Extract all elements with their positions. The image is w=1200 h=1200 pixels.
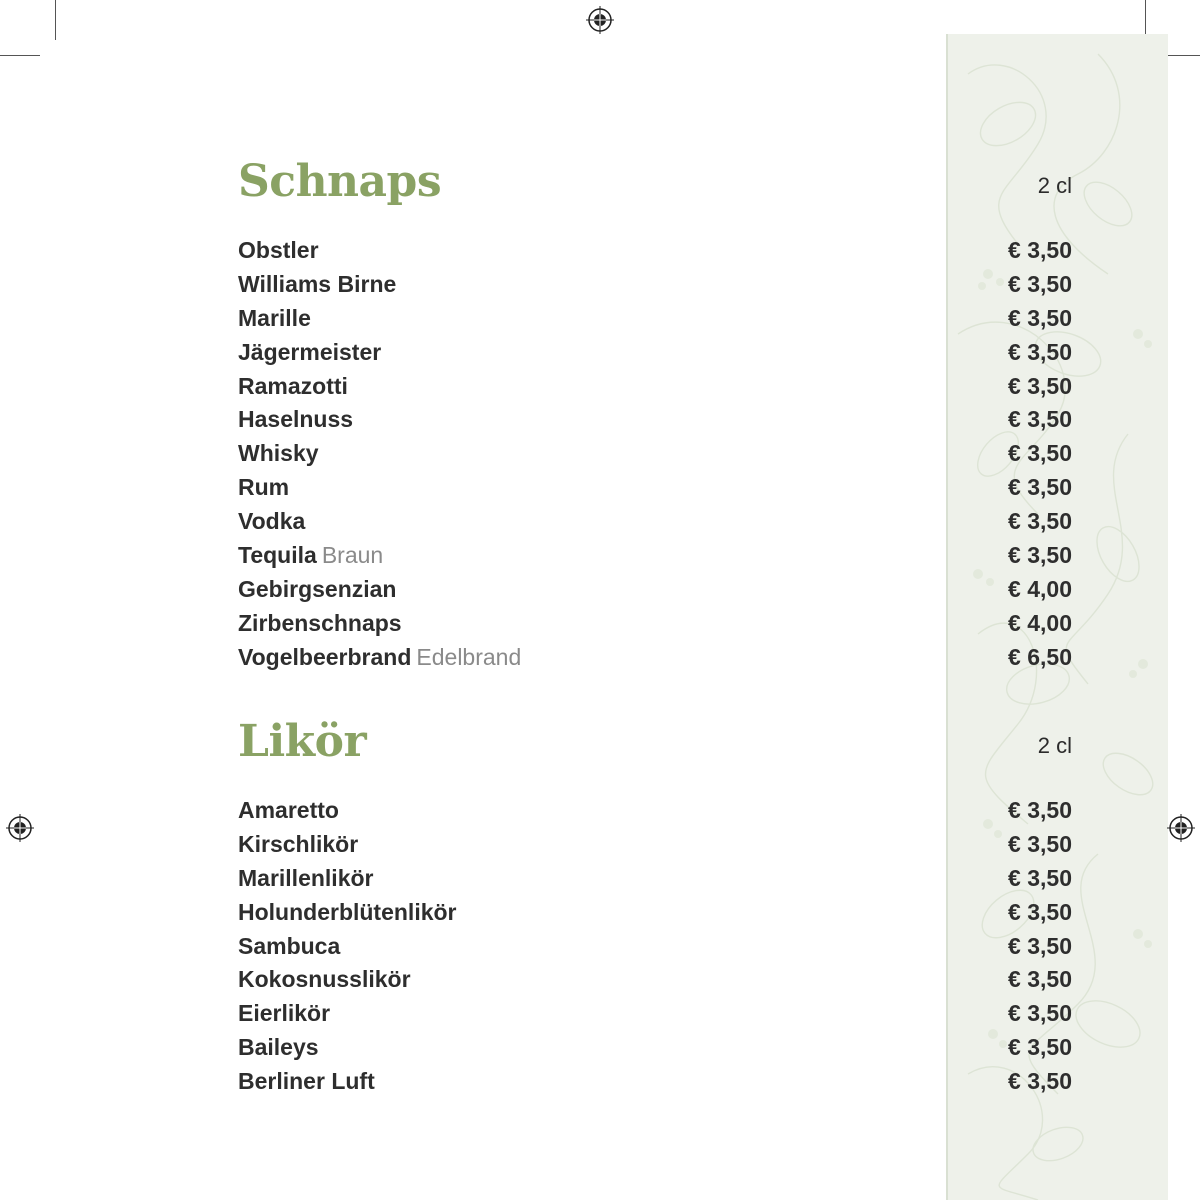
menu-item-list	[238, 234, 1072, 675]
item-name: Rum	[238, 474, 290, 501]
crop-mark-top-left-vertical	[55, 0, 56, 40]
item-name: Amaretto	[238, 797, 339, 823]
section-schnaps	[238, 157, 1072, 687]
item-price: € 3,50	[1008, 440, 1072, 467]
item-price: € 3,50	[1008, 797, 1072, 823]
menu-item	[238, 862, 1072, 896]
item-name: Haselnuss	[238, 406, 354, 433]
item-name: Jägermeister	[238, 338, 382, 365]
item-price: € 4,00	[1008, 609, 1072, 636]
item-name: Holunderblütenlikör	[238, 898, 457, 925]
menu-item	[238, 336, 1072, 370]
item-name: Obstler	[238, 237, 319, 263]
item-price: € 3,50	[1008, 304, 1072, 331]
item-price: € 4,00	[1008, 575, 1072, 602]
item-price: € 3,50	[1008, 1000, 1072, 1027]
item-price: € 3,50	[1008, 864, 1072, 891]
menu-item-list	[238, 794, 1072, 1099]
item-price: € 3,50	[1008, 237, 1072, 263]
item-name: Marille	[238, 304, 311, 331]
item-name: Kokosnusslikör	[238, 966, 411, 993]
item-note: Edelbrand	[416, 643, 522, 670]
item-name: Kirschlikör	[238, 830, 359, 857]
item-name: Sambuca	[238, 932, 341, 959]
menu-item	[238, 1065, 1072, 1099]
item-price: € 3,50	[1008, 1068, 1072, 1095]
registration-mark-icon	[585, 5, 615, 35]
menu-item	[238, 828, 1072, 862]
section-title: Likör	[238, 716, 367, 767]
crop-mark-top-left-horizontal	[0, 55, 40, 56]
menu-item	[238, 794, 1072, 828]
item-name: Vodka	[238, 508, 306, 535]
menu-item	[238, 539, 1072, 573]
registration-mark-icon	[1166, 813, 1196, 843]
menu-item	[238, 896, 1072, 930]
item-price: € 3,50	[1008, 932, 1072, 959]
item-price: € 3,50	[1008, 338, 1072, 365]
menu-item	[238, 641, 1072, 675]
menu-item	[238, 403, 1072, 437]
item-price: € 3,50	[1008, 898, 1072, 925]
registration-mark-icon	[5, 813, 35, 843]
item-name: Eierlikör	[238, 1000, 331, 1027]
menu-item	[238, 505, 1072, 539]
item-name: Tequila	[238, 542, 317, 569]
menu-item	[238, 997, 1072, 1031]
menu-item	[238, 268, 1072, 302]
item-price: € 3,50	[1008, 372, 1072, 399]
serving-size-label: 2 cl	[1037, 173, 1072, 198]
item-price: € 3,50	[1008, 474, 1072, 501]
menu-item	[238, 437, 1072, 471]
item-name: Gebirgsenzian	[238, 575, 397, 602]
item-price: € 3,50	[1008, 542, 1072, 569]
menu-item	[238, 573, 1072, 607]
item-name: Williams Birne	[238, 270, 397, 297]
menu-item	[238, 930, 1072, 964]
item-name: Marillenlikör	[238, 864, 374, 891]
section-likoer	[238, 717, 1072, 1117]
item-price: € 3,50	[1008, 270, 1072, 297]
menu-item	[238, 234, 1072, 268]
menu-item	[238, 963, 1072, 997]
section-title: Schnaps	[238, 156, 442, 207]
item-name: Zirbenschnaps	[238, 609, 402, 636]
serving-size-label: 2 cl	[1037, 733, 1072, 758]
menu-item	[238, 302, 1072, 336]
menu-item	[238, 471, 1072, 505]
menu-item	[238, 607, 1072, 641]
menu-item	[238, 1031, 1072, 1065]
item-price: € 3,50	[1008, 966, 1072, 993]
item-price: € 3,50	[1008, 508, 1072, 535]
item-name: Baileys	[238, 1034, 319, 1061]
menu-item	[238, 370, 1072, 404]
item-name: Berliner Luft	[238, 1068, 375, 1095]
item-name: Whisky	[238, 440, 319, 467]
item-price: € 3,50	[1008, 1034, 1072, 1061]
item-name: Vogelbeerbrand	[238, 643, 412, 670]
item-note: Braun	[321, 542, 384, 569]
item-name: Ramazotti	[238, 372, 348, 399]
item-price: € 3,50	[1008, 406, 1072, 433]
item-price: € 6,50	[1008, 643, 1072, 670]
item-price: € 3,50	[1008, 830, 1072, 857]
